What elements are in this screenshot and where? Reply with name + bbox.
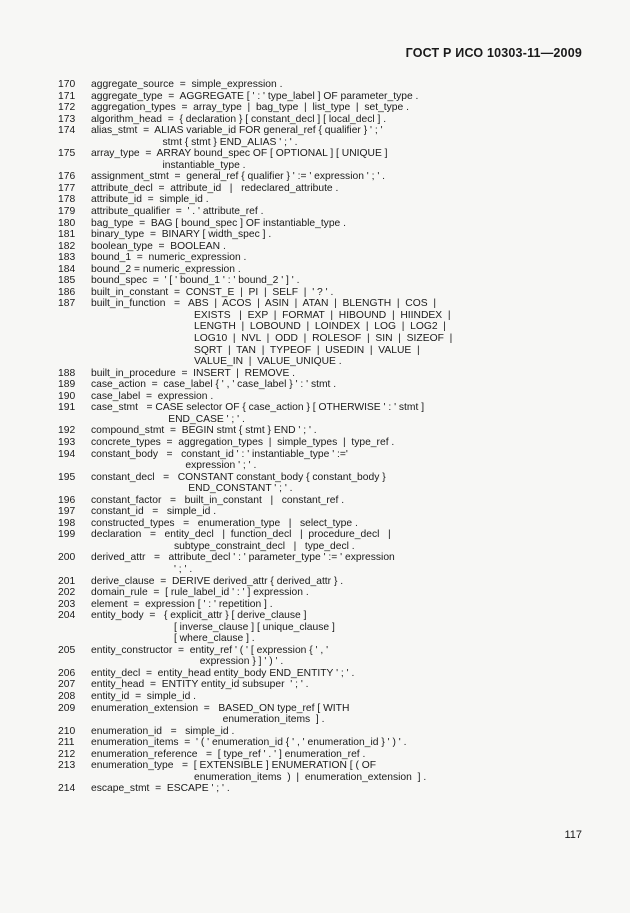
rule-number: 195 bbox=[58, 471, 76, 483]
rule-text bbox=[91, 298, 630, 367]
rule-number: 197 bbox=[58, 506, 76, 518]
rule-line: attribute_qualifier = ' . ' attribute_ref . bbox=[91, 206, 264, 218]
rule-text bbox=[91, 229, 630, 241]
grammar-rule bbox=[0, 183, 630, 195]
rule-number: 202 bbox=[58, 587, 76, 599]
rule-number: 206 bbox=[58, 667, 76, 679]
grammar-rule bbox=[0, 737, 630, 749]
rule-text bbox=[91, 495, 630, 507]
rule-number: 174 bbox=[58, 125, 76, 137]
grammar-rule bbox=[0, 749, 630, 761]
rule-number: 185 bbox=[58, 275, 76, 287]
grammar-rule bbox=[0, 125, 630, 148]
rule-text bbox=[91, 529, 630, 552]
grammar-rule bbox=[0, 379, 630, 391]
grammar-rule bbox=[0, 79, 630, 91]
rule-line: attribute_decl = attribute_id | redeclared_attribute . bbox=[91, 182, 339, 194]
rule-text bbox=[91, 171, 630, 183]
rule-text bbox=[91, 437, 630, 449]
grammar-rules-list bbox=[0, 79, 630, 795]
grammar-rule bbox=[0, 402, 630, 425]
rule-number: 187 bbox=[58, 298, 76, 310]
rule-number: 191 bbox=[58, 402, 76, 414]
rule-line: entity_head = ENTITY entity_id subsuper ' ; ' . bbox=[91, 679, 309, 691]
rule-text bbox=[91, 183, 630, 195]
grammar-rule bbox=[0, 518, 630, 530]
grammar-rule bbox=[0, 368, 630, 380]
rule-line: case_action = case_label { ' , ' case_label } ' : ' stmt . bbox=[91, 379, 337, 391]
rule-line: enumeration_reference = [ type_ref ' . ' ] enumeration_ref . bbox=[91, 748, 366, 760]
grammar-rule bbox=[0, 275, 630, 287]
rule-number: 207 bbox=[58, 679, 76, 691]
rule-line: entity_body = { explicit_attr } [ derive_clause ] bbox=[91, 610, 307, 622]
rule-text bbox=[91, 472, 630, 495]
rule-text bbox=[91, 425, 630, 437]
grammar-rule bbox=[0, 726, 630, 738]
rule-text bbox=[91, 783, 630, 795]
rule-number: 194 bbox=[58, 448, 76, 460]
rule-line: declaration = entity_decl | function_decl | procedure_decl | bbox=[91, 529, 391, 541]
rule-number: 210 bbox=[58, 725, 76, 737]
rule-line: expression ' ; ' . bbox=[91, 460, 257, 472]
rule-number: 214 bbox=[58, 783, 76, 795]
rule-line: boolean_type = BOOLEAN . bbox=[91, 240, 226, 252]
rule-line: domain_rule = [ rule_label_id ' : ' ] expression . bbox=[91, 587, 309, 599]
grammar-rule bbox=[0, 552, 630, 575]
rule-line: aggregation_types = array_type | bag_type | list_type | set_type . bbox=[91, 102, 409, 114]
rule-text bbox=[91, 125, 630, 148]
grammar-rule bbox=[0, 610, 630, 645]
rule-line: EXISTS | EXP | FORMAT | HIBOUND | HIINDEX | bbox=[91, 309, 451, 321]
rule-text bbox=[91, 599, 630, 611]
rule-text bbox=[91, 506, 630, 518]
grammar-rule bbox=[0, 91, 630, 103]
rule-line: constant_body = constant_id ' : ' instantiable_type ' :=' bbox=[91, 448, 348, 460]
grammar-rule bbox=[0, 783, 630, 795]
rule-line: built_in_constant = CONST_E | PI | SELF | ' ? ' . bbox=[91, 286, 334, 298]
rule-line: LENGTH | LOBOUND | LOINDEX | LOG | LOG2 | bbox=[91, 321, 446, 333]
rule-text bbox=[91, 576, 630, 588]
rule-text bbox=[91, 402, 630, 425]
rule-line: built_in_function = ABS | ACOS | ASIN | ATAN | BLENGTH | COS | bbox=[91, 298, 437, 310]
rule-text bbox=[91, 102, 630, 114]
rule-line: enumeration_items ] . bbox=[91, 714, 325, 726]
rule-text bbox=[91, 252, 630, 264]
rule-number: 193 bbox=[58, 436, 76, 448]
rule-number: 201 bbox=[58, 575, 76, 587]
rule-line: escape_stmt = ESCAPE ' ; ' . bbox=[91, 783, 230, 795]
rule-text bbox=[91, 610, 630, 645]
grammar-rule bbox=[0, 576, 630, 588]
rule-line: binary_type = BINARY [ width_spec ] . bbox=[91, 229, 272, 241]
rule-line: entity_decl = entity_head entity_body END_ENTITY ' ; ' . bbox=[91, 667, 355, 679]
rule-text bbox=[91, 218, 630, 230]
rule-text bbox=[91, 91, 630, 103]
rule-line: [ where_clause ] . bbox=[91, 633, 255, 645]
rule-number: 181 bbox=[58, 229, 76, 241]
rule-text bbox=[91, 679, 630, 691]
rule-line: enumeration_items ) | enumeration_extension ] . bbox=[91, 771, 427, 783]
rule-text bbox=[91, 391, 630, 403]
rule-text bbox=[91, 726, 630, 738]
grammar-rule bbox=[0, 760, 630, 783]
rule-number: 178 bbox=[58, 194, 76, 206]
rule-line: enumeration_extension = BASED_ON type_ref [ WITH bbox=[91, 702, 350, 714]
rule-number: 186 bbox=[58, 286, 76, 298]
rule-text bbox=[91, 737, 630, 749]
rule-line: stmt { stmt } END_ALIAS ' ; ' . bbox=[91, 136, 298, 148]
rule-line: SQRT | TAN | TYPEOF | USEDIN | VALUE | bbox=[91, 344, 420, 356]
rule-number: 212 bbox=[58, 748, 76, 760]
rule-number: 211 bbox=[58, 737, 75, 749]
rule-text bbox=[91, 264, 630, 276]
rule-number: 176 bbox=[58, 171, 76, 183]
rule-line: constant_id = simple_id . bbox=[91, 506, 217, 518]
rule-number: 196 bbox=[58, 494, 76, 506]
rule-line: constructed_types = enumeration_type | select_type . bbox=[91, 517, 358, 529]
grammar-rule bbox=[0, 472, 630, 495]
rule-number: 177 bbox=[58, 182, 76, 194]
rule-line: attribute_id = simple_id . bbox=[91, 194, 209, 206]
grammar-rule bbox=[0, 287, 630, 299]
rule-text bbox=[91, 749, 630, 761]
rule-line: END_CASE ' ; ' . bbox=[91, 413, 245, 425]
rule-line: constant_decl = CONSTANT constant_body { constant_body } bbox=[91, 471, 386, 483]
rule-number: 173 bbox=[58, 113, 76, 125]
grammar-rule bbox=[0, 114, 630, 126]
grammar-rule bbox=[0, 495, 630, 507]
rule-text bbox=[91, 79, 630, 91]
rule-line: bound_2 = numeric_expression . bbox=[91, 263, 241, 275]
rule-number: 172 bbox=[58, 102, 76, 114]
rule-number: 184 bbox=[58, 263, 76, 275]
grammar-rule bbox=[0, 679, 630, 691]
grammar-rule bbox=[0, 691, 630, 703]
rule-line: entity_constructor = entity_ref ' ( ' [ expression { ' , ' bbox=[91, 644, 329, 656]
grammar-rule bbox=[0, 437, 630, 449]
grammar-rule bbox=[0, 252, 630, 264]
rule-number: 189 bbox=[58, 379, 76, 391]
rule-number: 179 bbox=[58, 206, 76, 218]
rule-text bbox=[91, 703, 630, 726]
rule-number: 204 bbox=[58, 610, 76, 622]
rule-line: aggregate_source = simple_expression . bbox=[91, 79, 283, 90]
rule-text bbox=[91, 379, 630, 391]
rule-text bbox=[91, 587, 630, 599]
rule-number: 205 bbox=[58, 644, 76, 656]
rule-number: 200 bbox=[58, 552, 76, 564]
grammar-rule bbox=[0, 298, 630, 367]
grammar-rule bbox=[0, 218, 630, 230]
grammar-rule bbox=[0, 264, 630, 276]
grammar-rule bbox=[0, 425, 630, 437]
rule-line: expression } ] ' ) ' . bbox=[91, 656, 284, 668]
rule-line: element = expression [ ' : ' repetition ] . bbox=[91, 598, 273, 610]
rule-number: 175 bbox=[58, 148, 76, 160]
rule-line: case_stmt = CASE selector OF { case_action } [ OTHERWISE ' : ' stmt ] bbox=[91, 402, 425, 414]
rule-line: bound_1 = numeric_expression . bbox=[91, 252, 247, 264]
rule-text bbox=[91, 760, 630, 783]
rule-line: enumeration_type = [ EXTENSIBLE ] ENUMERATION [ ( OF bbox=[91, 760, 377, 772]
grammar-rule bbox=[0, 102, 630, 114]
grammar-rule bbox=[0, 449, 630, 472]
rule-number: 199 bbox=[58, 529, 76, 541]
grammar-rule bbox=[0, 506, 630, 518]
grammar-rule bbox=[0, 668, 630, 680]
rule-text bbox=[91, 287, 630, 299]
rule-text bbox=[91, 114, 630, 126]
rule-number: 203 bbox=[58, 598, 76, 610]
rule-text bbox=[91, 275, 630, 287]
grammar-rule bbox=[0, 194, 630, 206]
rule-line: entity_id = simple_id . bbox=[91, 690, 197, 702]
grammar-rule bbox=[0, 206, 630, 218]
rule-number: 208 bbox=[58, 690, 76, 702]
rule-text bbox=[91, 368, 630, 380]
rule-text bbox=[91, 449, 630, 472]
rule-line: constant_factor = built_in_constant | constant_ref . bbox=[91, 494, 345, 506]
rule-number: 171 bbox=[58, 90, 76, 102]
grammar-rule bbox=[0, 148, 630, 171]
grammar-rule bbox=[0, 703, 630, 726]
grammar-rule bbox=[0, 391, 630, 403]
grammar-rule bbox=[0, 529, 630, 552]
rule-line: built_in_procedure = INSERT | REMOVE . bbox=[91, 367, 296, 379]
grammar-rule bbox=[0, 241, 630, 253]
rule-line: bag_type = BAG [ bound_spec ] OF instantiable_type . bbox=[91, 217, 347, 229]
rule-number: 188 bbox=[58, 367, 76, 379]
rule-line: derived_attr = attribute_decl ' : ' parameter_type ' := ' expression bbox=[91, 552, 395, 564]
rule-line: instantiable_type . bbox=[91, 159, 246, 171]
rule-text bbox=[91, 206, 630, 218]
page-number: 117 bbox=[564, 829, 582, 841]
rule-line: array_type = ARRAY bound_spec OF [ OPTIONAL ] [ UNIQUE ] bbox=[91, 148, 388, 160]
rule-number: 183 bbox=[58, 252, 76, 264]
rule-line: VALUE_IN | VALUE_UNIQUE . bbox=[91, 356, 342, 368]
grammar-rule bbox=[0, 645, 630, 668]
grammar-rule bbox=[0, 587, 630, 599]
rule-text bbox=[91, 518, 630, 530]
rule-number: 192 bbox=[58, 425, 76, 437]
rule-line: ' ; ' . bbox=[91, 563, 193, 575]
rule-line: END_CONSTANT ' ; ' . bbox=[91, 483, 293, 495]
rule-text bbox=[91, 148, 630, 171]
rule-line: enumeration_id = simple_id . bbox=[91, 725, 235, 737]
rule-text bbox=[91, 194, 630, 206]
rule-line: LOG10 | NVL | ODD | ROLESOF | SIN | SIZEOF | bbox=[91, 333, 453, 345]
rule-line: enumeration_items = ' ( ' enumeration_id { ' , ' enumeration_id } ' ) ' . bbox=[91, 737, 407, 749]
grammar-rule bbox=[0, 229, 630, 241]
rule-number: 198 bbox=[58, 517, 76, 529]
rule-line: alias_stmt = ALIAS variable_id FOR general_ref { qualifier } ' ; ' bbox=[91, 125, 383, 137]
rule-line: assignment_stmt = general_ref { qualifier } ' := ' expression ' ; ' . bbox=[91, 171, 386, 183]
rule-number: 213 bbox=[58, 760, 76, 772]
rule-line: bound_spec = ' [ ' bound_1 ' : ' bound_2 ' ] ' . bbox=[91, 275, 300, 287]
rule-line: aggregate_type = AGGREGATE [ ' : ' type_label ] OF parameter_type . bbox=[91, 90, 419, 102]
grammar-rule bbox=[0, 599, 630, 611]
rule-number: 180 bbox=[58, 217, 76, 229]
rule-number: 190 bbox=[58, 390, 76, 402]
grammar-rule bbox=[0, 171, 630, 183]
document-header: ГОСТ Р ИСО 10303-11—2009 bbox=[405, 46, 582, 60]
rule-line: subtype_constraint_decl | type_decl . bbox=[91, 540, 355, 552]
rule-text bbox=[91, 645, 630, 668]
rule-line: algorithm_head = { declaration } [ constant_decl ] [ local_decl ] . bbox=[91, 113, 387, 125]
rule-line: compound_stmt = BEGIN stmt { stmt } END ' ; ' . bbox=[91, 425, 317, 437]
rule-number: 182 bbox=[58, 240, 76, 252]
rule-text bbox=[91, 668, 630, 680]
rule-line: case_label = expression . bbox=[91, 390, 214, 402]
rule-line: derive_clause = DERIVE derived_attr { derived_attr } . bbox=[91, 575, 344, 587]
rule-text bbox=[91, 552, 630, 575]
rule-text bbox=[91, 241, 630, 253]
rule-number: 170 bbox=[58, 79, 76, 90]
rule-number: 209 bbox=[58, 702, 76, 714]
rule-line: concrete_types = aggregation_types | simple_types | type_ref . bbox=[91, 436, 395, 448]
rule-text bbox=[91, 691, 630, 703]
rule-line: [ inverse_clause ] [ unique_clause ] bbox=[91, 621, 335, 633]
